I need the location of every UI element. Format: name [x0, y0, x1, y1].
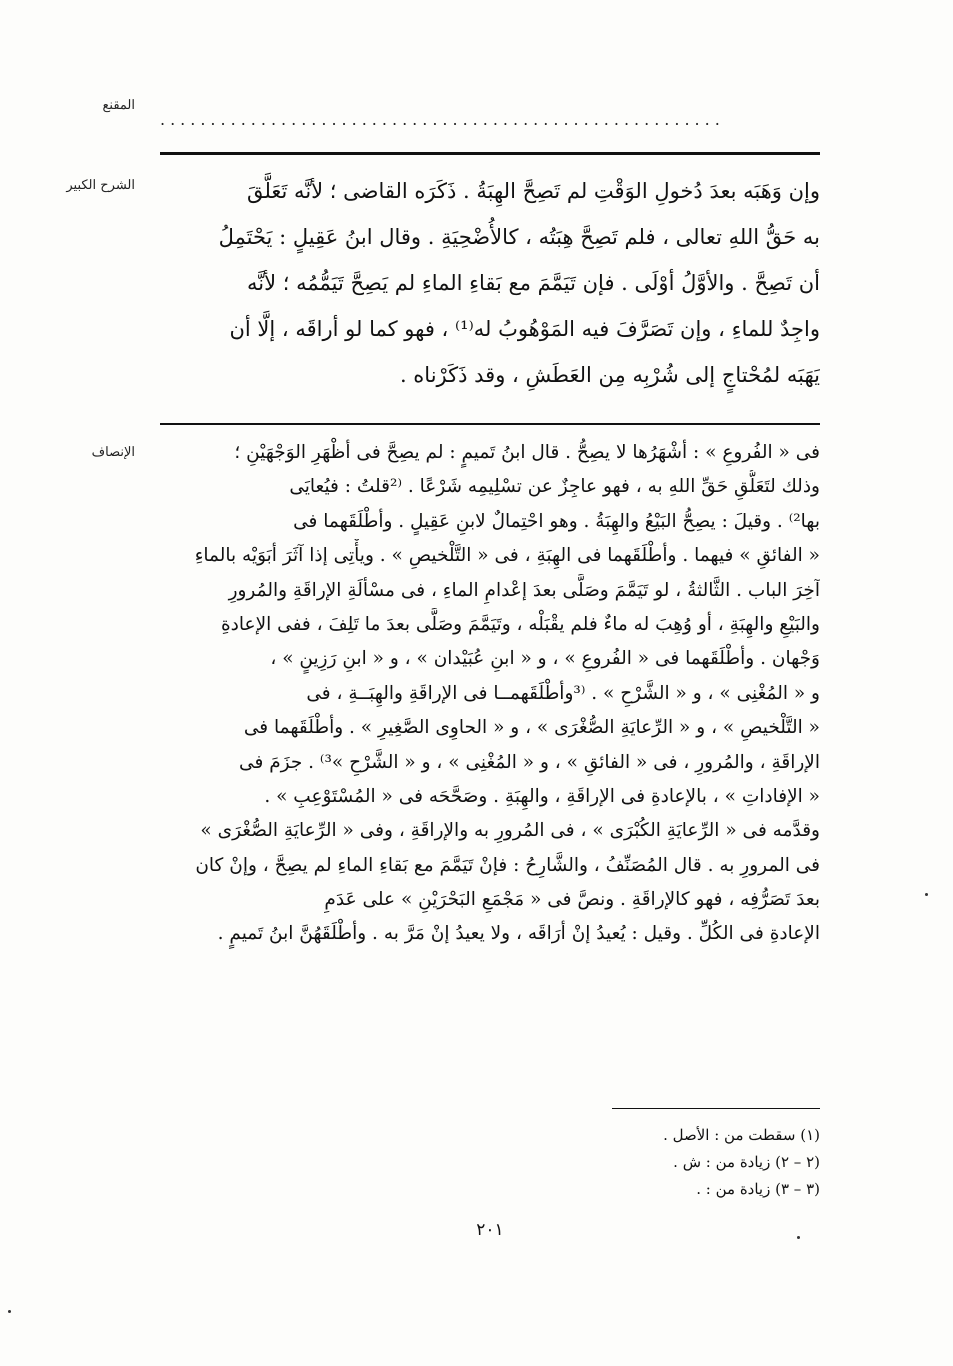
insaf-line: « التَّلْخيصِ » ، و « الرِّعايَةِ الصُّغْرَى » ، و « الحاوِى الصَّغِيرِ » . وأطْلَقَهما فى	[243, 717, 820, 739]
sharh-line: يَهَبَه لمُحْتاجٍ إلى شُرْبِه مِن العَطَشِ ، وقد ذَكَرْناه .	[399, 363, 820, 387]
footnote: (٢ – ٢) زيادة من : ش .	[673, 1153, 820, 1171]
insaf-label: الإنصاف	[91, 445, 135, 460]
insaf-line: والبَيْعِ والهِبَةِ ، أو وُهِبَ له ماءٌ فلم يقْبَلْه ، وتَيَمَّمَ وصَلَّى بعدَ ما تَلِفَ ، ففى الإعادةِ	[220, 613, 820, 635]
scan-speck	[925, 893, 928, 896]
footnote: (١) سقطت من : الأصل .	[663, 1126, 820, 1144]
section-divider	[160, 423, 820, 425]
sharh-line: به حَقُّ اللهِ تعالى ، فلم تَصِحَّ هِبَتُه ، كالأُضْحِيَةِ . وقال ابنُ عَقِيلٍ : يَحْتَمِلُ	[218, 225, 820, 249]
scan-speck	[797, 1236, 800, 1239]
insaf-line: فى « الفُروعِ » : أشْهَرُها لا يصِحُّ . قال ابنُ تَميمٍ : لم يصِحَّ فى أظْهَرِ الوَجْهَيْنِ ؛	[234, 442, 820, 463]
insaf-line: و « المُغْنِى » ، و « الشَّرْحِ » . ⁽³وأطْلَقَهمــا فى الإراقَةِ والهِبَــةِ ، فى	[306, 682, 820, 704]
insaf-line: بها²⁾ . وقيلَ : يصِحُّ البَيْعُ والهِبَةُ . وهو احْتِمالٌ لابنِ عَقِيلٍ . وأطْلَقَهما فى	[293, 510, 820, 532]
sharh-line: وإن وَهَبَه بعدَ دُخولِ الوَقْتِ لم تَصِحَّ الهِبَةُ . ذَكَرَه القاضى ؛ لأنَّه تَعَلَّقَ	[246, 179, 820, 203]
scan-speck	[8, 1310, 11, 1313]
insaf-line: آخِرَ الباب . الثَّالثةُ ، لو تَيَمَّمَ وصَلَّى بعدَ إعْدامِ الماءِ ، فى مسْألَةِ الإراقَةِ والمُرورِ	[228, 579, 820, 601]
footnote: (٣ – ٣) زيادة من : .	[696, 1180, 820, 1198]
insaf-line: الإعادةِ فى الكُلِّ . وقيل : يُعيدُ إنْ أرَاقَه ، ولا يعيدُ إنْ مَرَّ به . وأطْلَقَهُنَّ ابنُ تَميمٍ .	[217, 923, 820, 945]
insaf-line: وذلك لتَعَلُّقِ حَقِّ اللهِ به ، فهو عاجِزٌ عن تسْلِيمِه شَرْعًا . ⁽²قلتُ : فيُعايَى	[289, 476, 820, 498]
insaf-line: بعدَ تَصَرُّفِه ، فهو كالإراقَةِ . ونصَّ فى « مَجْمَعِ البَحْرَيْنِ » على عَدَمِ	[324, 889, 820, 911]
page-number: ٢٠١	[476, 1220, 504, 1240]
insaf-text	[160, 436, 820, 952]
insaf-line: « الفائقِ » فيهما . وأطْلَقَهما فى الهِبَةِ ، فى « التَّلْخيصِ » . ويأْتِى إذا آثَرَ أبَوَيْه بالماءِ	[194, 545, 820, 567]
sharh-label: الشرح الكبير	[66, 178, 135, 193]
insaf-line: وَجْهان . وأطْلَقَهما فى « الفُروعِ » ، و « ابنِ عُبَيْدان » ، و « ابنِ رَزِينٍ » ،	[270, 648, 820, 670]
book-title: المقنع	[102, 98, 135, 113]
header-rule	[160, 152, 820, 155]
sharh-text	[160, 168, 820, 398]
header-dots: ........................................................	[160, 110, 725, 129]
footnotes	[500, 1122, 820, 1203]
footnote-rule	[612, 1108, 820, 1109]
sharh-line: واجِدٌ للماءِ ، وإن تَصَرَّفَ فيه المَوْهُوبُ له⁽¹⁾ ، فهو كما لو أراقَه ، إلَّا أن	[229, 317, 820, 341]
insaf-line: وقدَّمه فى « الرِّعايَةِ الكُبْرَى » ، فى المُرورِ به والإراقَةِ ، وفى « الرِّعايَةِ الصُّغْرَى »	[200, 820, 820, 842]
sharh-line: أن تَصِحَّ . والأوَّلُ أوْلَى . فإن تَيَمَّمَ مع بَقاءِ الماءِ لم يَصِحَّ تَيَمُّمُه ؛ لأنَّه	[246, 271, 820, 295]
insaf-line: فى المرورِ به . قال المُصَنِّفُ ، والشَّارِحُ : فإنْ تَيَمَّمَ مع بَقاءِ الماءِ لم يصِحَّ ، وإنْ كان	[195, 854, 820, 876]
insaf-line: الإراقَةِ ، والمُرورِ ، فى « الفائقِ » ، و « المُغْنِى » ، و « الشَّرْحِ »³⁾ . جزَمَ فى	[239, 751, 820, 773]
insaf-line: « الإفاداتِ » ، بالإعادةِ فى الإراقَةِ ، والهِبَةِ . وصَحَّحَه فى « المُسْتَوْعِبِ » .	[264, 785, 820, 807]
